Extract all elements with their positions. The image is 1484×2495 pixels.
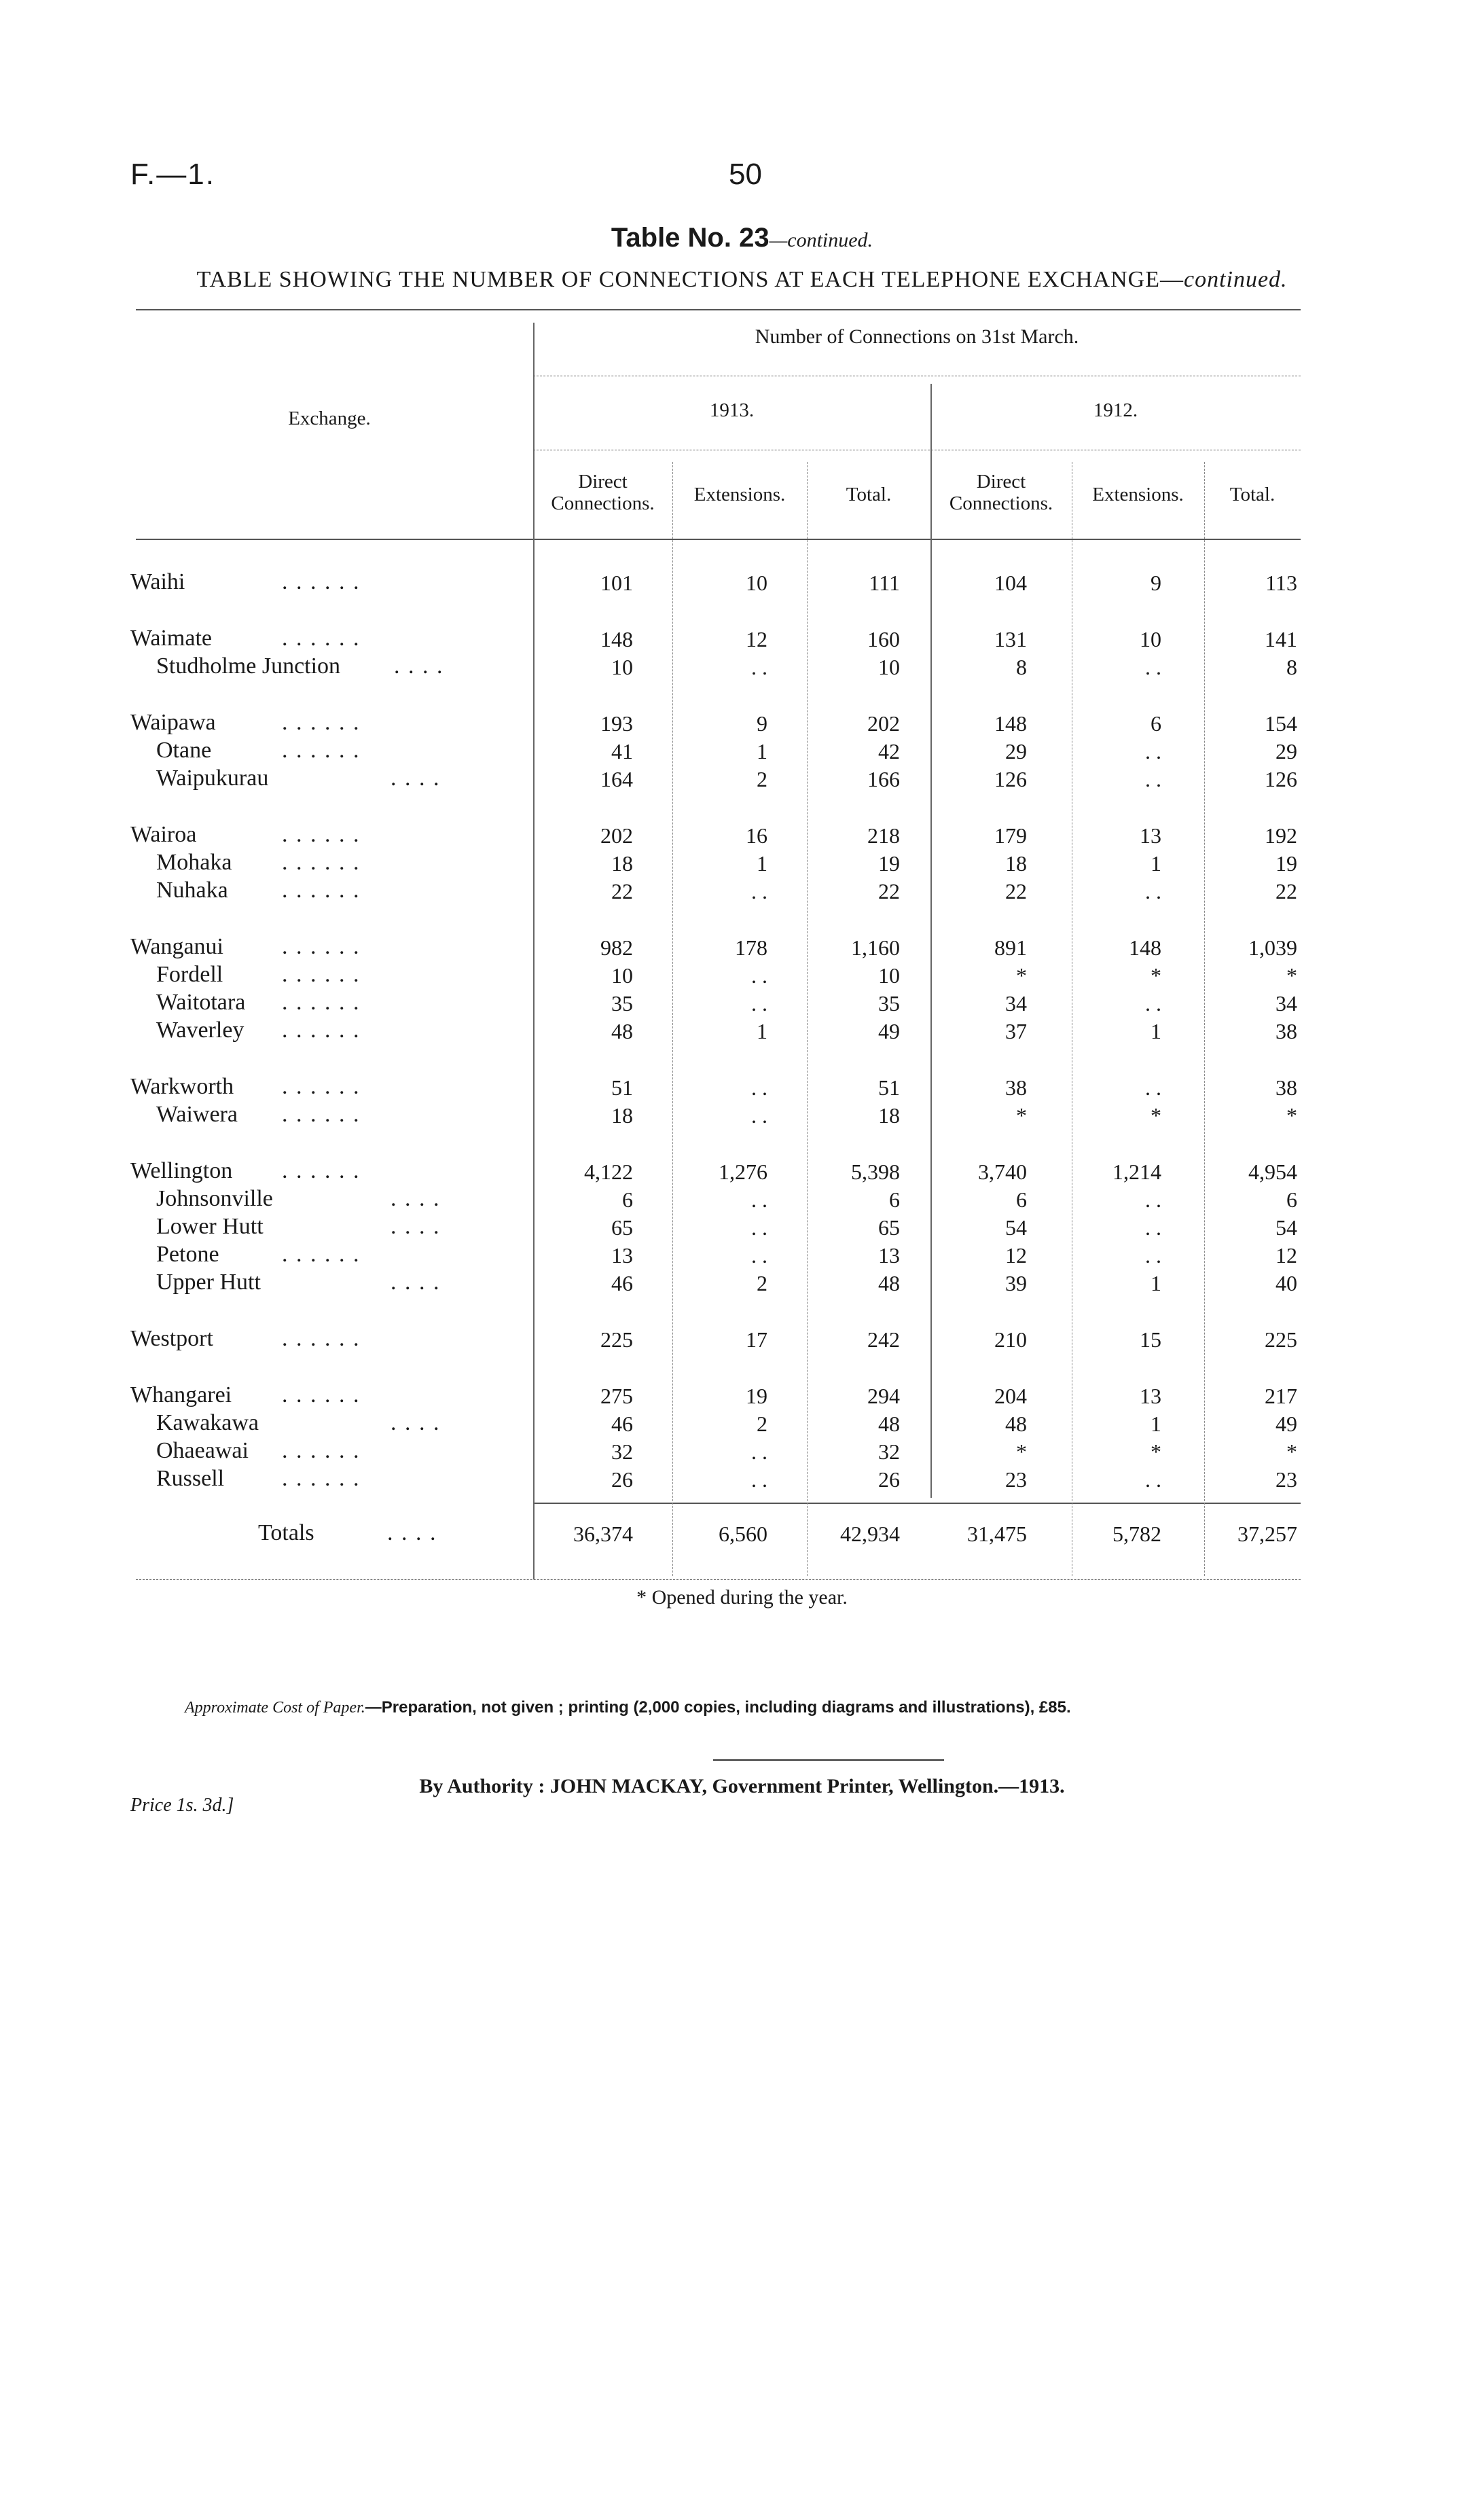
table-cell: 26 xyxy=(611,1467,633,1492)
table-cell: 10 xyxy=(611,963,633,988)
footnote: * Opened during the year. xyxy=(636,1586,848,1609)
totals-cell: 5,782 xyxy=(1112,1522,1161,1546)
table-cell: . . xyxy=(751,991,767,1016)
sub-exchange-name: Waverley xyxy=(156,1018,245,1043)
table-cell: . . xyxy=(751,1075,767,1100)
price: Price 1s. 3d.] xyxy=(130,1795,234,1816)
table-cell: 1,276 xyxy=(719,1160,767,1184)
table-cell: 218 xyxy=(867,823,900,848)
table-cell: . . xyxy=(751,1439,767,1464)
table-cell: 217 xyxy=(1265,1384,1297,1408)
table-cell: 22 xyxy=(1275,879,1297,903)
exchange-header: Exchange. xyxy=(288,408,371,429)
table-cell: 22 xyxy=(1005,879,1027,903)
table-cell: 46 xyxy=(611,1271,633,1295)
table-cell: 202 xyxy=(867,711,900,736)
table-cell: 148 xyxy=(600,627,633,651)
table-cell: 1 xyxy=(757,851,767,876)
table-cell: 34 xyxy=(1275,991,1297,1016)
table-cell: 46 xyxy=(611,1412,633,1436)
page-number: 50 xyxy=(729,158,762,191)
table-cell: 49 xyxy=(878,1019,900,1043)
table-cell: . . xyxy=(751,1243,767,1268)
table-cell: 4,954 xyxy=(1248,1160,1297,1184)
table-cell: 3,740 xyxy=(978,1160,1027,1184)
table-cell: 38 xyxy=(1275,1019,1297,1043)
table-cell: 18 xyxy=(611,1103,633,1128)
table-cell: 6 xyxy=(889,1187,900,1212)
leader-dots: . . . . xyxy=(394,653,444,679)
table-cell: 141 xyxy=(1265,627,1297,651)
exchange-name: Waipawa xyxy=(130,710,216,735)
table-cell: 26 xyxy=(878,1467,900,1492)
table-cell: 193 xyxy=(600,711,633,736)
leader-dots: . . . . . . xyxy=(282,626,361,651)
table-cell: 275 xyxy=(600,1384,633,1408)
table-cell: * xyxy=(1016,1439,1027,1464)
table-cell: 192 xyxy=(1265,823,1297,848)
table-cell: 2 xyxy=(757,1271,767,1295)
table-cell: 2 xyxy=(757,767,767,791)
leader-dots: . . . . . . xyxy=(282,738,361,763)
table-cell: 29 xyxy=(1005,739,1027,764)
year-1913-header: 1913. xyxy=(709,399,755,421)
table-cell: 104 xyxy=(994,571,1027,595)
table-cell: 19 xyxy=(746,1384,767,1408)
table-cell: . . xyxy=(1145,1243,1161,1268)
table-bottom-rule xyxy=(136,1579,1301,1580)
sub-exchange-name: Upper Hutt xyxy=(156,1270,261,1295)
table-cell: 6 xyxy=(1016,1187,1027,1212)
table-cell: 6 xyxy=(622,1187,633,1212)
table-cell: 12 xyxy=(1005,1243,1027,1268)
table-cell: 23 xyxy=(1275,1467,1297,1492)
leader-dots: . . . . . . xyxy=(282,1102,361,1127)
leader-dots: . . . . xyxy=(391,1214,441,1239)
table-cell: 65 xyxy=(611,1215,633,1240)
cost-note-text: —Preparation, not given ; printing (2,000 copies, including diagrams and illustrations), £85. xyxy=(365,1698,1071,1717)
table-cell: 48 xyxy=(878,1271,900,1295)
table-cell: 23 xyxy=(1005,1467,1027,1492)
table-cell: . . xyxy=(751,1187,767,1212)
leader-dots: . . . . . . xyxy=(282,1466,361,1491)
table-cell: 18 xyxy=(1005,851,1027,876)
table-cell: 1 xyxy=(1151,851,1161,876)
table-cell: 18 xyxy=(878,1103,900,1128)
table-cell: 1 xyxy=(1151,1271,1161,1295)
table-cell: 242 xyxy=(867,1327,900,1352)
table-title-main: Table No. 23 xyxy=(611,223,770,253)
leader-dots: . . . . . . xyxy=(282,850,361,875)
table-cell: 13 xyxy=(611,1243,633,1268)
table-cell: 35 xyxy=(878,991,900,1016)
subcolumn-header: Extensions. xyxy=(1092,484,1184,505)
table-cell: 6 xyxy=(1151,711,1161,736)
table-cell: 1 xyxy=(757,739,767,764)
table-cell: 1 xyxy=(1151,1019,1161,1043)
table-cell: 4,122 xyxy=(584,1160,633,1184)
table-cell: 38 xyxy=(1275,1075,1297,1100)
header-bottom-rule xyxy=(136,539,1301,540)
authority-rule xyxy=(713,1759,944,1761)
leader-dots: . . . . xyxy=(391,1186,441,1211)
exchange-name: Waihi xyxy=(130,569,185,594)
table-title xyxy=(0,223,1484,253)
table-cell: 2 xyxy=(757,1412,767,1436)
table-top-rule xyxy=(136,309,1301,310)
authority-line: By Authority : JOHN MACKAY, Government Printer, Wellington.—1913. xyxy=(419,1775,1065,1797)
table-cell: * xyxy=(1016,963,1027,988)
subcolumn-header: Direct Connections. xyxy=(949,471,1053,514)
table-cell: 202 xyxy=(600,823,633,848)
table-cell: * xyxy=(1151,1103,1161,1128)
sub-exchange-name: Nuhaka xyxy=(156,878,228,903)
exchange-name: Warkworth xyxy=(130,1074,234,1099)
table-cell: 32 xyxy=(611,1439,633,1464)
leader-dots: . . . . . . xyxy=(282,934,361,959)
table-cell: 15 xyxy=(1140,1327,1161,1352)
table-cell: 16 xyxy=(746,823,767,848)
table-cell: 40 xyxy=(1275,1271,1297,1295)
table-cell: 126 xyxy=(994,767,1027,791)
table-cell: . . xyxy=(1145,879,1161,903)
table-cell: . . xyxy=(751,879,767,903)
sub-exchange-name: Fordell xyxy=(156,962,223,987)
table-cell: 1,214 xyxy=(1112,1160,1161,1184)
table-cell: 32 xyxy=(878,1439,900,1464)
document-code: F.—1. xyxy=(130,158,215,191)
table-cell: 164 xyxy=(600,767,633,791)
totals-cell: 36,374 xyxy=(573,1522,633,1546)
table-cell: 982 xyxy=(600,935,633,960)
leader-dots: . . . . . . xyxy=(282,878,361,903)
table-cell: * xyxy=(1286,1103,1297,1128)
totals-cell: 6,560 xyxy=(719,1522,767,1546)
table-cell: 48 xyxy=(878,1412,900,1436)
table-cell: 10 xyxy=(1140,627,1161,651)
table-cell: 37 xyxy=(1005,1019,1027,1043)
table-cell: 12 xyxy=(746,627,767,651)
table-cell: 10 xyxy=(611,655,633,679)
table-cell: * xyxy=(1151,1439,1161,1464)
table-cell: 13 xyxy=(878,1243,900,1268)
leader-dots: . . . . . . xyxy=(282,1326,361,1351)
exchange-name: Westport xyxy=(130,1326,213,1351)
totals-cell: 42,934 xyxy=(840,1522,900,1546)
table-cell: . . xyxy=(1145,1215,1161,1240)
leader-dots: . . . . xyxy=(391,766,441,791)
table-cell: 131 xyxy=(994,627,1027,651)
table-cell: 113 xyxy=(1265,571,1297,595)
exchange-name: Waimate xyxy=(130,626,212,651)
table-cell: 29 xyxy=(1275,739,1297,764)
table-cell: 17 xyxy=(746,1327,767,1352)
leader-dots: . . . . . . xyxy=(282,710,361,735)
table-cell: . . xyxy=(751,1215,767,1240)
table-cell: . . xyxy=(1145,655,1161,679)
table-cell: . . xyxy=(1145,1467,1161,1492)
table-cell: 9 xyxy=(1151,571,1161,595)
cost-note-label: Approximate Cost of Paper. xyxy=(185,1699,365,1717)
leader-dots: . . . . . . xyxy=(282,1018,361,1043)
table-cell: 225 xyxy=(600,1327,633,1352)
table-cell: 1,039 xyxy=(1248,935,1297,960)
totals-label: Totals xyxy=(258,1520,314,1545)
table-cell: 1,160 xyxy=(851,935,900,960)
table-cell: . . xyxy=(751,655,767,679)
leader-dots: . . . . . . xyxy=(282,1242,361,1267)
table-cell: 10 xyxy=(878,963,900,988)
table-cell: . . xyxy=(1145,767,1161,791)
table-cell: . . xyxy=(751,963,767,988)
table-cell: 54 xyxy=(1275,1215,1297,1240)
table-cell: 178 xyxy=(735,935,767,960)
table-cell: 35 xyxy=(611,991,633,1016)
table-cell: 22 xyxy=(611,879,633,903)
table-cell: 65 xyxy=(878,1215,900,1240)
leader-dots: . . . . . . xyxy=(282,822,361,847)
table-cell: 22 xyxy=(878,879,900,903)
table-cell: 51 xyxy=(611,1075,633,1100)
sub-exchange-name: Waipukurau xyxy=(156,766,269,791)
group-header: Number of Connections on 31st March. xyxy=(755,325,1079,348)
table-cell: 10 xyxy=(878,655,900,679)
table-cell: 18 xyxy=(611,851,633,876)
sub-exchange-name: Lower Hutt xyxy=(156,1214,264,1239)
sub-exchange-name: Petone xyxy=(156,1242,219,1267)
sub-exchange-name: Ohaeawai xyxy=(156,1438,249,1463)
leader-dots: . . . . . . xyxy=(282,990,361,1015)
subcolumn-header: Direct Connections. xyxy=(551,471,655,514)
exchange-name: Wairoa xyxy=(130,822,197,847)
table-cell: 51 xyxy=(878,1075,900,1100)
table-cell: . . xyxy=(751,1467,767,1492)
subcolumn-header: Extensions. xyxy=(693,484,786,505)
table-cell: 5,398 xyxy=(851,1160,900,1184)
table-cell: . . xyxy=(1145,739,1161,764)
table-cell: 10 xyxy=(746,571,767,595)
table-cell: 12 xyxy=(1275,1243,1297,1268)
sub-exchange-name: Johnsonville xyxy=(156,1186,273,1211)
sub-exchange-name: Russell xyxy=(156,1466,225,1491)
table-cell: 6 xyxy=(1286,1187,1297,1212)
table-cell: 294 xyxy=(867,1384,900,1408)
table-cell: 13 xyxy=(1140,1384,1161,1408)
table-subtitle-suffix: continued. xyxy=(1183,267,1288,292)
table-cell: 210 xyxy=(994,1327,1027,1352)
leader-dots: . . . . . . xyxy=(282,1382,361,1407)
table-cell: 41 xyxy=(611,739,633,764)
table-cell: 891 xyxy=(994,935,1027,960)
table-cell: 48 xyxy=(611,1019,633,1043)
table-cell: . . xyxy=(1145,1075,1161,1100)
table-cell: 9 xyxy=(757,711,767,736)
table-subtitle xyxy=(0,267,1484,293)
table-cell: 1 xyxy=(1151,1412,1161,1436)
table-cell: 126 xyxy=(1265,767,1297,791)
table-cell: 101 xyxy=(600,571,633,595)
sub-exchange-name: Mohaka xyxy=(156,850,232,875)
table-cell: 8 xyxy=(1286,655,1297,679)
cost-note xyxy=(185,1698,1071,1717)
table-cell: 49 xyxy=(1275,1412,1297,1436)
table-title-suffix: —continued. xyxy=(769,229,873,251)
leader-dots: . . . . . . xyxy=(282,569,361,594)
sub-exchange-name: Studholme Junction xyxy=(156,653,341,679)
totals-cell: 31,475 xyxy=(967,1522,1027,1546)
table-cell: 154 xyxy=(1265,711,1297,736)
table-cell: 19 xyxy=(1275,851,1297,876)
exchange-name: Whangarei xyxy=(130,1382,232,1407)
table-cell: 8 xyxy=(1016,655,1027,679)
leader-dots: . . . . . . xyxy=(282,1074,361,1099)
table-cell: 38 xyxy=(1005,1075,1027,1100)
table-cell: 48 xyxy=(1005,1412,1027,1436)
sub-exchange-name: Kawakawa xyxy=(156,1410,259,1435)
table-cell: 160 xyxy=(867,627,900,651)
table-cell: 19 xyxy=(878,851,900,876)
year-1912-header: 1912. xyxy=(1093,399,1138,421)
exchange-name: Wanganui xyxy=(130,934,223,959)
table-cell: . . xyxy=(1145,991,1161,1016)
leader-dots: . . . . . . xyxy=(282,962,361,987)
subcolumn-header: Total. xyxy=(846,484,892,505)
leader-dots: . . . . xyxy=(391,1270,441,1295)
table-cell: 225 xyxy=(1265,1327,1297,1352)
leader-dots: . . . . xyxy=(391,1410,441,1435)
totals-cell: 37,257 xyxy=(1237,1522,1297,1546)
leader-dots: . . . . xyxy=(387,1520,437,1545)
sub-exchange-name: Otane xyxy=(156,738,212,763)
table-cell: * xyxy=(1016,1103,1027,1128)
table-cell: * xyxy=(1151,963,1161,988)
subcolumn-header: Total. xyxy=(1229,484,1275,505)
table-cell: 179 xyxy=(994,823,1027,848)
table-cell: * xyxy=(1286,1439,1297,1464)
table-cell: 148 xyxy=(994,711,1027,736)
table-cell: 204 xyxy=(994,1384,1027,1408)
table-cell: 1 xyxy=(757,1019,767,1043)
table-subtitle-text: TABLE SHOWING THE NUMBER OF CONNECTIONS AT EACH TELEPHONE EXCHANGE— xyxy=(196,267,1184,292)
table-cell: 111 xyxy=(869,571,900,595)
table-cell: 54 xyxy=(1005,1215,1027,1240)
exchange-name: Wellington xyxy=(130,1158,233,1183)
table-cell: 34 xyxy=(1005,991,1027,1016)
table-cell: . . xyxy=(751,1103,767,1128)
table-cell: 39 xyxy=(1005,1271,1027,1295)
sub-exchange-name: Waitotara xyxy=(156,990,246,1015)
table-cell: 166 xyxy=(867,767,900,791)
table-cell: . . xyxy=(1145,1187,1161,1212)
table-cell: 42 xyxy=(878,739,900,764)
table-cell: 148 xyxy=(1129,935,1161,960)
leader-dots: . . . . . . xyxy=(282,1438,361,1463)
leader-dots: . . . . . . xyxy=(282,1158,361,1183)
table-cell: * xyxy=(1286,963,1297,988)
sub-exchange-name: Waiwera xyxy=(156,1102,238,1127)
totals-top-rule xyxy=(533,1503,1301,1504)
table-cell: 13 xyxy=(1140,823,1161,848)
